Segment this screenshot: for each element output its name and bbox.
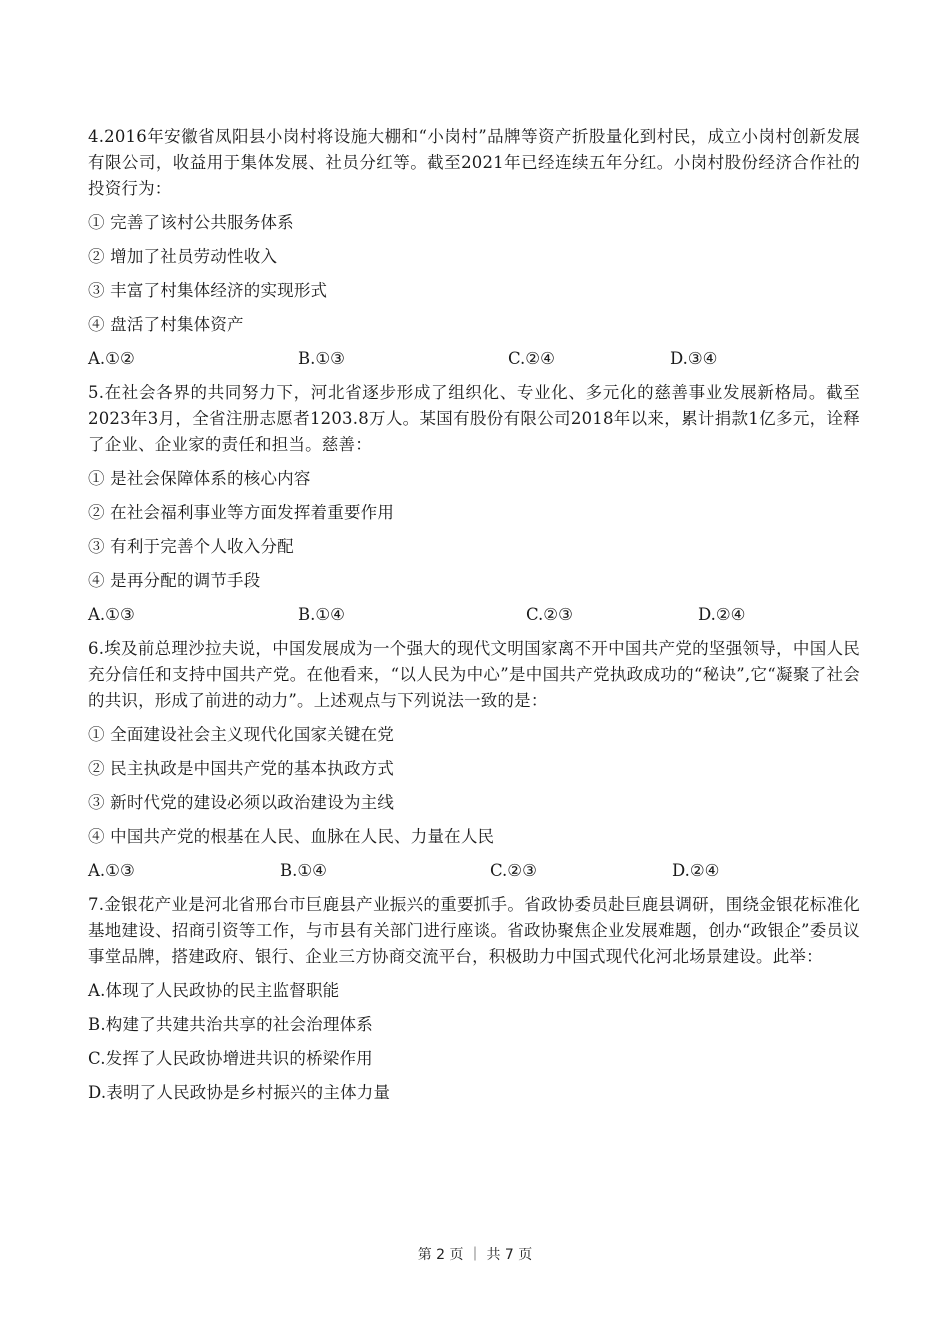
question-7 [88, 892, 860, 1106]
statement-option: ③ 丰富了村集体经济的实现形式 [88, 281, 328, 300]
answer-choice-a: A.体现了人民政协的民主监督职能 [88, 981, 340, 1000]
answer-choice-b: B.①④ [280, 861, 327, 880]
statement-option: ② 民主执政是中国共产党的基本执政方式 [88, 759, 395, 778]
question-4 [88, 124, 860, 372]
question-6 [88, 636, 860, 884]
statement-option: ④ 是再分配的调节手段 [88, 571, 261, 590]
answer-choice-a: A.①② [88, 349, 135, 368]
answer-choice-d: D.③④ [670, 349, 718, 368]
answer-choice-c: C.②③ [490, 861, 537, 880]
answer-choice-c: C.②④ [508, 349, 555, 368]
statement-option: ③ 有利于完善个人收入分配 [88, 537, 294, 556]
question-stem: 4.2016年安徽省凤阳县小岗村将设施大棚和“小岗村”品牌等资产折股量化到村民，成立小岗村创新发展有限公司，收益用于集体发展、社员分红等。截至2021年已经连续五年分红。小岗村股份经济合作社的投资行为： [88, 127, 860, 198]
question-stem: 7.金银花产业是河北省邢台市巨鹿县产业振兴的重要抓手。省政协委员赴巨鹿县调研，围绕金银花标准化基地建设、招商引资等工作，与市县有关部门进行座谈。省政协聚焦企业发展难题，创办“政银企”委员议事堂品牌，搭建政府、银行、企业三方协商交流平台，积极助力中国式现代化河北场景建设。此举： [88, 895, 860, 966]
answer-choice-d: D.②④ [698, 605, 746, 624]
answer-choice-c: C.发挥了人民政协增进共识的桥梁作用 [88, 1049, 373, 1068]
statement-option: ① 是社会保障体系的核心内容 [88, 469, 311, 488]
statement-option: ③ 新时代党的建设必须以政治建设为主线 [88, 793, 395, 812]
answer-choice-a: A.①③ [88, 861, 135, 880]
statement-option: ② 增加了社员劳动性收入 [88, 247, 278, 266]
answer-choice-b: B.①④ [298, 605, 345, 624]
answer-choice-d: D.表明了人民政协是乡村振兴的主体力量 [88, 1083, 391, 1102]
answer-choices [88, 346, 860, 372]
question-stem: 6.埃及前总理沙拉夫说，中国发展成为一个强大的现代文明国家离不开中国共产党的坚强领导，中国人民充分信任和支持中国共产党。在他看来，“以人民为中心”是中国共产党执政成功的“秘诀”,它“凝聚了社会的共识，形成了前进的动力”。上述观点与下列说法一致的是： [88, 639, 860, 710]
answer-choice-b: B.①③ [298, 349, 345, 368]
page-footer: 第 2 页 ｜ 共 7 页 [417, 1247, 533, 1263]
answer-choice-a: A.①③ [88, 605, 135, 624]
answer-choices [88, 858, 860, 884]
statement-option: ① 完善了该村公共服务体系 [88, 213, 294, 232]
statement-option: ① 全面建设社会主义现代化国家关键在党 [88, 725, 395, 744]
answer-choice-b: B.构建了共建共治共享的社会治理体系 [88, 1015, 373, 1034]
statement-option: ④ 中国共产党的根基在人民、血脉在人民、力量在人民 [88, 827, 495, 846]
answer-choice-c: C.②③ [526, 605, 573, 624]
statement-option: ② 在社会福利事业等方面发挥着重要作用 [88, 503, 395, 522]
question-5 [88, 380, 860, 628]
statement-option: ④ 盘活了村集体资产 [88, 315, 244, 334]
exam-page [88, 124, 860, 1114]
question-stem: 5.在社会各界的共同努力下，河北省逐步形成了组织化、专业化、多元化的慈善事业发展新格局。截至2023年3月，全省注册志愿者1203.8万人。某国有股份有限公司2018年以来，累计捐款1亿多元，诠释了企业、企业家的责任和担当。慈善： [88, 383, 860, 454]
answer-choices [88, 602, 860, 628]
answer-choice-d: D.②④ [672, 861, 720, 880]
